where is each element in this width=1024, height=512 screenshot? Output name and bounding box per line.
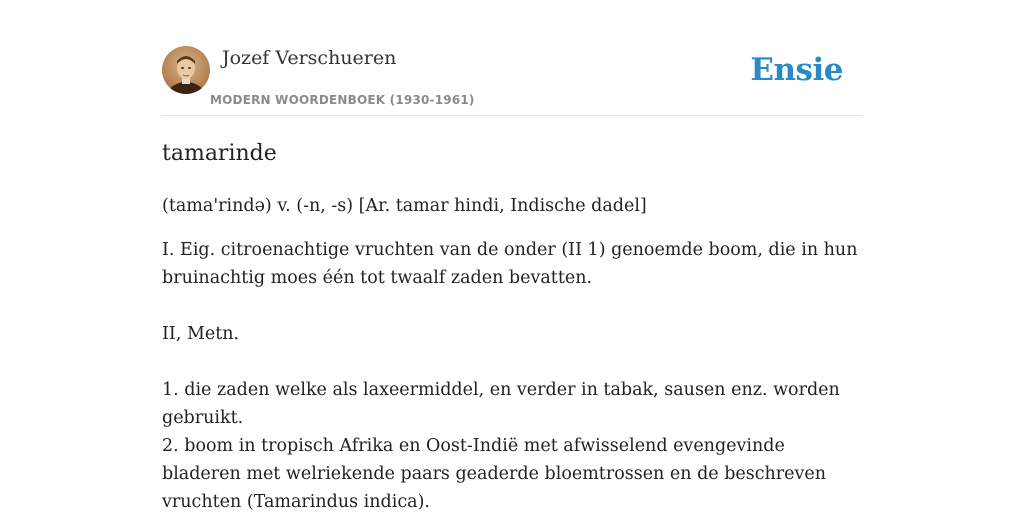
entry-definition bbox=[162, 236, 862, 512]
brand-logo[interactable]: Ensie bbox=[750, 52, 843, 88]
definition-paragraph: 1. die zaden welke als laxeermiddel, en verder in tabak, sausen enz. worden gebruikt. bbox=[162, 380, 840, 428]
author-avatar[interactable] bbox=[162, 46, 210, 94]
definition-paragraph: I. Eig. citroenachtige vruchten van de onder (II 1) genoemde boom, die in hun bruinachtig moes één tot twaalf zaden bevatten. bbox=[162, 240, 858, 288]
author-portrait-image bbox=[162, 46, 210, 94]
entry-content bbox=[162, 138, 862, 512]
entry-pronunciation: (tama'rində) v. (-n, -s) [Ar. tamar hindi, Indische dadel] bbox=[162, 196, 647, 216]
source-name[interactable]: MODERN WOORDENBOEK (1930-1961) bbox=[210, 93, 475, 107]
entry-header bbox=[162, 46, 862, 116]
entry-title: tamarinde bbox=[162, 141, 277, 166]
author-name[interactable]: Jozef Verschueren bbox=[222, 47, 397, 69]
definition-paragraph: II, Metn. bbox=[162, 324, 240, 344]
definition-paragraph: 2. boom in tropisch Afrika en Oost-Indië met afwisselend evengevinde bladeren met welriekende paars geaderde bloemtrossen en de beschreven vruchten (Tamarindus indica). bbox=[162, 436, 827, 512]
